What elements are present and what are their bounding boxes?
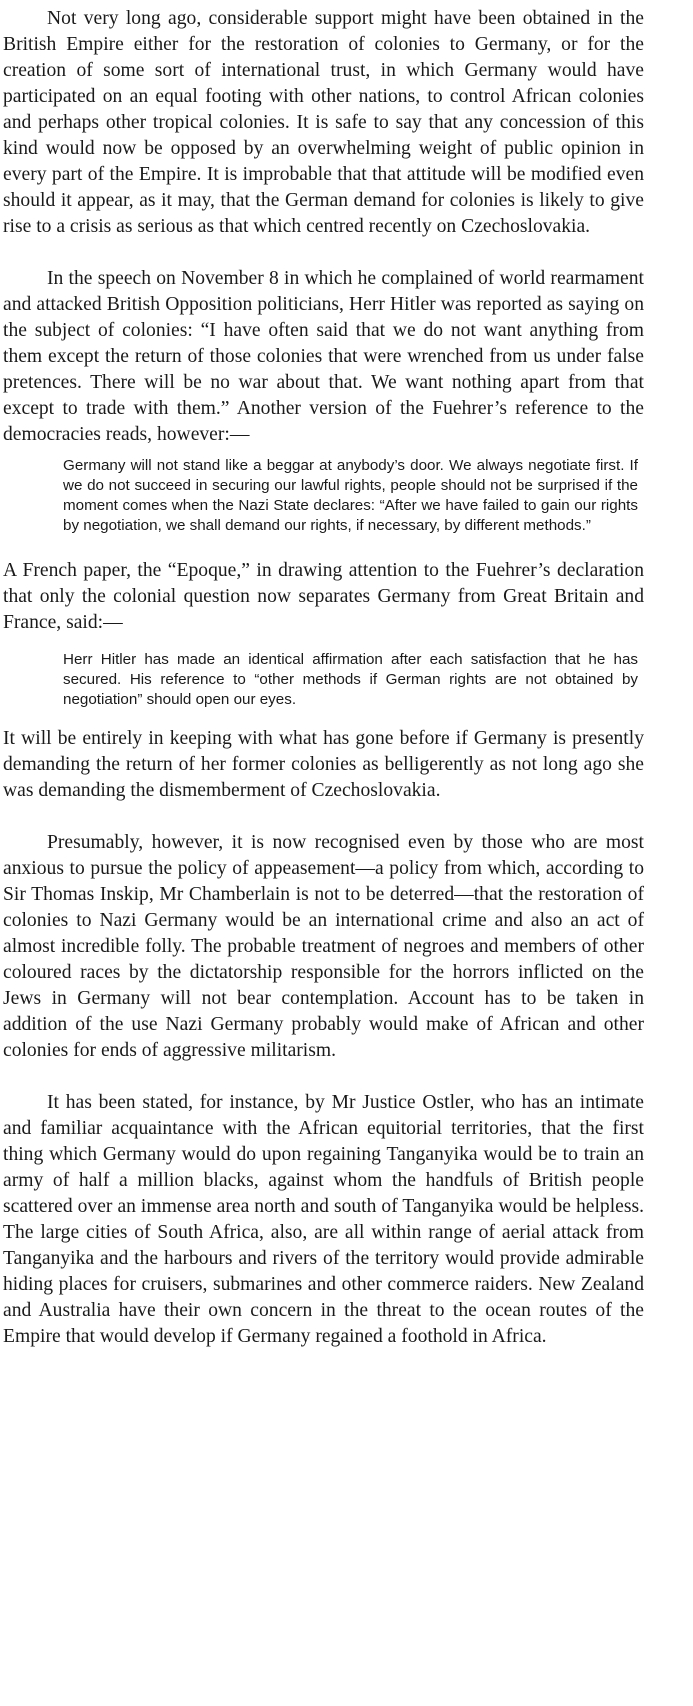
article-paragraph: In the speech on November 8 in which he complained of world rearmament and attacked British Opposition politicians, Herr Hitler was reported as saying on the subject of colonies: “I have often said that we do not want anything from them except the return of those colonies that were wrenched from us under false pretences. There will be no war about that. We want nothing apart from that except to trade with them.” Another version of the Fuehrer’s reference to the democracies reads, however:— bbox=[3, 268, 644, 445]
block-quote: Herr Hitler has made an identical affirmation after each satisfaction that he has secured. His reference to “other methods if German rights are not obtained by negotiation” should open our eyes. bbox=[63, 651, 638, 708]
article-paragraph: It has been stated, for instance, by Mr Justice Ostler, who has an intimate and familiar acquaintance with the African equitorial territories, that the first thing which Germany would do upon regaining Tanganyika would be to train an army of half a million blacks, against whom the handfuls of British people scattered over an immense area north and south of Tanganyika would be helpless. The large cities of South Africa, also, are all within range of aerial attack from Tanganyika and the harbours and rivers of the territory would provide admirable hiding places for cruisers, submarines and other commerce raiders. New Zealand and Australia have their own concern in the threat to the ocean routes of the Empire that would develop if Germany regained a foothold in Africa. bbox=[3, 1092, 644, 1347]
article-paragraph: Not very long ago, considerable support might have been obtained in the British Empire either for the restoration of colonies to Germany, or for the creation of some sort of international trust, in which Germany would have participated on an equal footing with other nations, to control African colonies and perhaps other tropical colonies. It is safe to say that any concession of this kind would now be opposed by an overwhelming weight of public opinion in every part of the Empire. It is improbable that that attitude will be modified even should it appear, as it may, that the German demand for colonies is likely to give rise to a crisis as serious as that which centred recently on Czechoslovakia. bbox=[3, 8, 644, 237]
article-paragraph: Presumably, however, it is now recognised even by those who are most anxious to pursue the policy of appeasement—a policy from which, according to Sir Thomas Inskip, Mr Chamberlain is not to be deterred—that the restoration of colonies to Nazi Germany would be an international crime and also an act of almost incredible folly. The probable treatment of negroes and members of other coloured races by the dictatorship responsible for the horrors inflicted on the Jews in Germany will not bear contemplation. Account has to be taken in addition of the use Nazi Germany probably would make of African and other colonies for ends of aggressive militarism. bbox=[3, 832, 644, 1061]
article-paragraph: A French paper, the “Epoque,” in drawing attention to the Fuehrer’s declaration that only the colonial question now separates Germany from Great Britain and France, said:— bbox=[3, 560, 644, 633]
block-quote: Germany will not stand like a beggar at anybody’s door. We always negotiate first. If we do not succeed in securing our lawful rights, people should not be surprised if the moment comes when the Nazi State declares: “After we have failed to gain our rights by negotiation, we shall demand our rights, if necessary, by different methods.” bbox=[63, 457, 638, 534]
article-paragraph: It will be entirely in keeping with what has gone before if Germany is presently demanding the return of her former colonies as belligerently as not long ago she was demanding the dismemberment of Czechoslovakia. bbox=[3, 728, 644, 801]
